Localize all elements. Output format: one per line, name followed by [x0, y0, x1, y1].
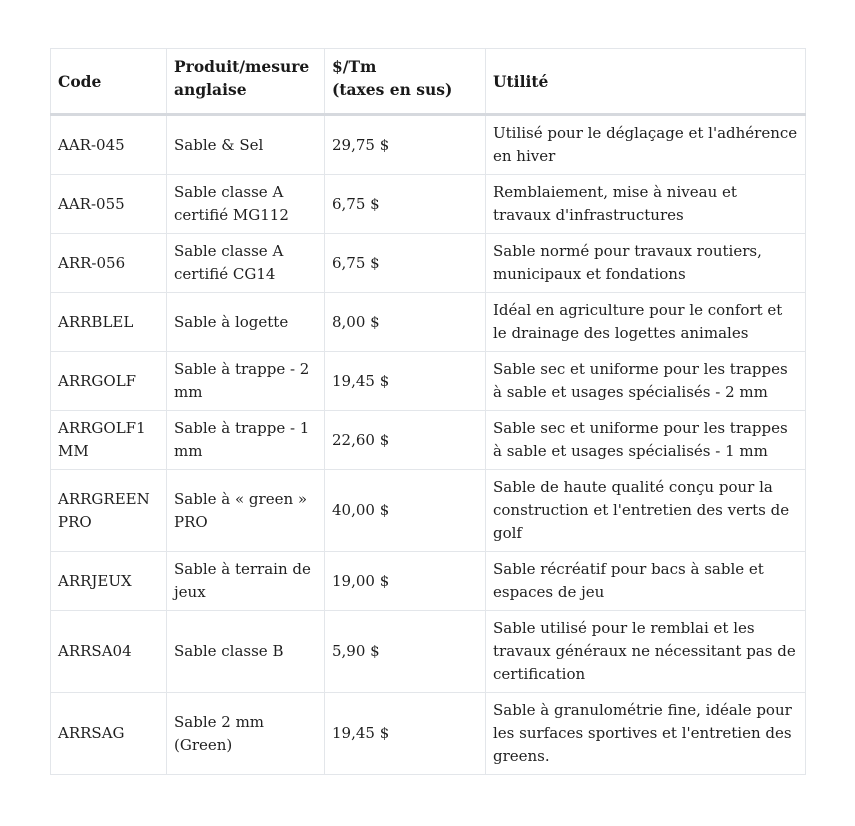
cell-product: Sable à trappe - 2 mm	[167, 352, 325, 411]
cell-use: Sable utilisé pour le remblai et les travaux généraux ne nécessitant pas de certification	[486, 611, 806, 693]
cell-use: Sable à granulométrie fine, idéale pour les surfaces sportives et l'entretien des greens.	[486, 693, 806, 775]
header-price-line-1: $/Tm	[332, 57, 377, 76]
cell-code: ARRGOLF	[51, 352, 167, 411]
cell-code: ARR-056	[51, 234, 167, 293]
table-row	[51, 470, 806, 552]
cell-price: 6,75 $	[325, 234, 486, 293]
cell-product: Sable à « green » PRO	[167, 470, 325, 552]
cell-price: 19,00 $	[325, 552, 486, 611]
cell-price: 40,00 $	[325, 470, 486, 552]
cell-price: 8,00 $	[325, 293, 486, 352]
cell-price: 5,90 $	[325, 611, 486, 693]
cell-use: Remblaiement, mise à niveau et travaux d'infrastructures	[486, 175, 806, 234]
table-row	[51, 293, 806, 352]
cell-code: ARRSA04	[51, 611, 167, 693]
cell-product: Sable à terrain de jeux	[167, 552, 325, 611]
cell-use: Sable sec et uniforme pour les trappes à sable et usages spécialisés - 1 mm	[486, 411, 806, 470]
cell-code: ARRJEUX	[51, 552, 167, 611]
table-row	[51, 175, 806, 234]
cell-code: ARRGOLF1MM	[51, 411, 167, 470]
cell-price: 19,45 $	[325, 352, 486, 411]
table-row	[51, 234, 806, 293]
cell-use: Sable récréatif pour bacs à sable et espaces de jeu	[486, 552, 806, 611]
cell-price: 29,75 $	[325, 115, 486, 175]
cell-code: AAR-055	[51, 175, 167, 234]
cell-code: ARRGREENPRO	[51, 470, 167, 552]
cell-product: Sable classe A certifié CG14	[167, 234, 325, 293]
table-row	[51, 693, 806, 775]
header-use: Utilité	[486, 49, 806, 115]
cell-use: Sable sec et uniforme pour les trappes à sable et usages spécialisés - 2 mm	[486, 352, 806, 411]
cell-use: Idéal en agriculture pour le confort et le drainage des logettes animales	[486, 293, 806, 352]
cell-code: AAR-045	[51, 115, 167, 175]
cell-product: Sable à logette	[167, 293, 325, 352]
cell-code: ARRBLEL	[51, 293, 167, 352]
cell-product: Sable 2 mm (Green)	[167, 693, 325, 775]
cell-use: Utilisé pour le déglaçage et l'adhérence en hiver	[486, 115, 806, 175]
table-row	[51, 352, 806, 411]
product-price-table	[50, 48, 806, 775]
cell-price: 22,60 $	[325, 411, 486, 470]
table-header-row	[51, 49, 806, 115]
header-price-line-2: (taxes en sus)	[332, 80, 453, 99]
cell-price: 19,45 $	[325, 693, 486, 775]
cell-code: ARRSAG	[51, 693, 167, 775]
product-table-container	[50, 48, 805, 775]
table-row	[51, 611, 806, 693]
header-product	[167, 49, 325, 115]
header-product-line-2: anglaise	[174, 80, 247, 99]
header-code: Code	[51, 49, 167, 115]
cell-product: Sable classe A certifié MG112	[167, 175, 325, 234]
table-row	[51, 552, 806, 611]
table-row	[51, 115, 806, 175]
header-product-line-1: Produit/mesure	[174, 57, 310, 76]
cell-product: Sable à trappe - 1 mm	[167, 411, 325, 470]
table-row	[51, 411, 806, 470]
cell-use: Sable de haute qualité conçu pour la construction et l'entretien des verts de golf	[486, 470, 806, 552]
cell-price: 6,75 $	[325, 175, 486, 234]
cell-product: Sable & Sel	[167, 115, 325, 175]
cell-product: Sable classe B	[167, 611, 325, 693]
header-price	[325, 49, 486, 115]
cell-use: Sable normé pour travaux routiers, municipaux et fondations	[486, 234, 806, 293]
